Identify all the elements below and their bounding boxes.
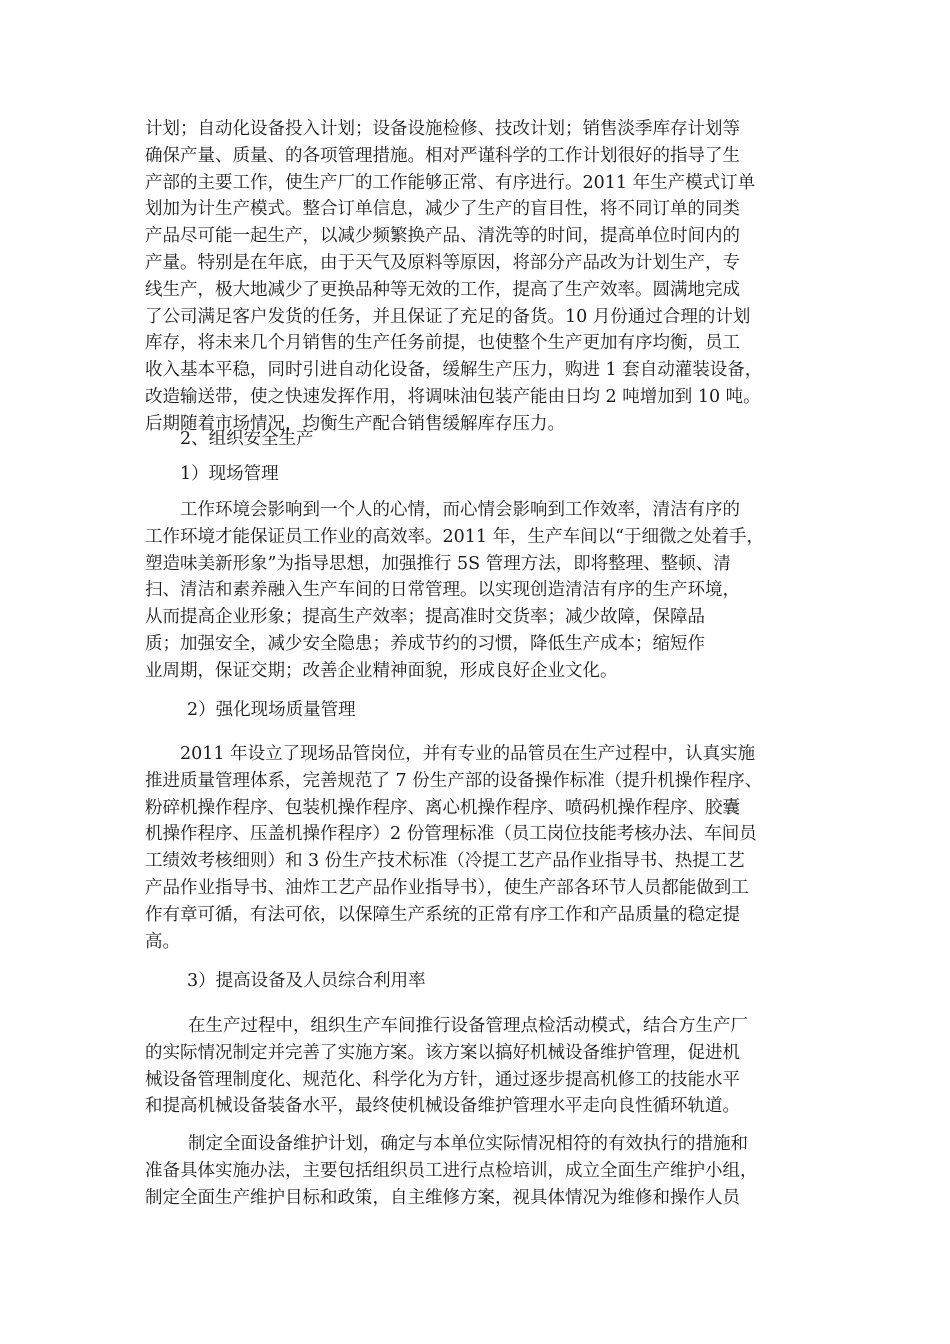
paragraph-line: 在生产过程中，组织生产车间推行设备管理点检活动模式，结合方生产厂: [188, 1016, 748, 1036]
paragraph-line: 产品尽可能一起生产，以减少频繁换产品、清洗等的时间，提高单位时间内的: [145, 226, 740, 247]
paragraph-equipment-inspection: [145, 1013, 815, 1120]
paragraph-line: 2011 年设立了现场品管岗位，并有专业的品管员在生产过程中，认真实施: [180, 744, 756, 764]
paragraph-quality-management: [145, 741, 815, 955]
paragraph-line: 确保产量、质量、的各项管理措施。相对严谨科学的工作计划很好的指导了生: [145, 145, 740, 166]
subsection-heading: 1）现场管理: [180, 464, 279, 484]
paragraph-line: 械设备管理制度化、规范化、科学化为方针，通过逐步提高机修工的技能水平: [145, 1069, 740, 1090]
paragraph-line: 线生产，极大地减少了更换品种等无效的工作，提高了生产效率。圆满地完成: [145, 279, 740, 300]
paragraph-line: 计划；自动化设备投入计划；设备设施检修、技改计划；销售淡季库存计划等: [145, 119, 740, 139]
paragraph-line: 和提高机械设备装备水平，最终使机械设备维护管理水平走向良性循环轨道。: [145, 1096, 740, 1117]
paragraph-line: 质；加强安全，减少安全隐患；养成节约的习惯，降低生产成本；缩短作: [145, 633, 705, 654]
paragraph-line: 塑造味美新形象”为指导思想，加强推行 5S 管理方法，即将整理、整顿、清: [145, 553, 731, 574]
paragraph-line: 作有章可循，有法可依，以保障生产系统的正常有序工作和产品质量的稳定提: [145, 904, 740, 925]
section-heading: 2、组织安全生产: [180, 429, 314, 449]
paragraph-line: 产部的主要工作，使生产厂的工作能够正常、有序进行。2011 年生产模式订单: [145, 172, 756, 193]
paragraph-site-management: [145, 497, 815, 685]
paragraph-line: 从而提高企业形象；提高生产效率；提高准时交货率；减少故障，保障品: [145, 607, 705, 628]
paragraph-line: 制定全面设备维护计划，确定与本单位实际情况相符的有效执行的措施和: [188, 1134, 748, 1154]
paragraph-line: 扫、清洁和素养融入生产车间的日常管理。以实现创造清洁有序的生产环境，: [145, 580, 740, 601]
paragraph-line: 推进质量管理体系，完善规范了 7 份生产部的设备操作标准（提升机操作程序、: [145, 770, 763, 791]
paragraph-line: 了公司满足客户发货的任务，并且保证了充足的备货。10 月份通过合理的计划: [145, 306, 751, 327]
paragraph-line: 改造输送带，使之快速发挥作用，将调味油包装产能由日均 2 吨增加到 10 吨。: [145, 386, 761, 407]
paragraph-line: 划加为计生产模式。整合订单信息，减少了生产的盲目性，将不同订单的同类: [145, 199, 740, 220]
paragraph-line: 高。: [145, 931, 180, 952]
paragraph-line: 准备具体实施办法，主要包括组织员工进行点检培训，成立全面生产维护小组，: [145, 1160, 758, 1181]
paragraph-line: 收入基本平稳，同时引进自动化设备，缓解生产压力，购进 1 套自动灌装设备，: [145, 360, 763, 381]
paragraph-maintenance-plan: [145, 1131, 815, 1211]
paragraph-production-planning: [145, 116, 815, 438]
paragraph-line: 产量。特别是在年底，由于天气及原料等原因，将部分产品改为计划生产，专: [145, 252, 740, 273]
subsection-heading: 2）强化现场质量管理: [187, 700, 356, 720]
paragraph-line: 库存，将未来几个月销售的生产任务前提，也使整个生产更加有序均衡，员工: [145, 333, 740, 354]
paragraph-line: 机操作程序、压盖机操作程序）2 份管理标准（员工岗位技能考核办法、车间员: [145, 824, 757, 845]
paragraph-line: 业周期，保证交期；改善企业精神面貌，形成良好企业文化。: [145, 660, 618, 681]
paragraph-line: 后期随着市场情况，均衡生产配合销售缓解库存压力。: [145, 413, 565, 434]
paragraph-line: 工绩效考核细则）和 3 份生产技术标准（冷提工艺产品作业指导书、热提工艺: [145, 851, 745, 872]
subsection-heading: 3）提高设备及人员综合利用率: [187, 971, 426, 991]
paragraph-line: 工作环境会影响到一个人的心情，而心情会影响到工作效率，清洁有序的: [180, 500, 740, 520]
paragraph-line: 的实际情况制定并完善了实施方案。该方案以搞好机械设备维护管理，促进机: [145, 1042, 740, 1063]
paragraph-line: 制定全面生产维护目标和政策，自主维修方案，视具体情况为维修和操作人员: [145, 1187, 740, 1208]
paragraph-line: 产品作业指导书、油炸工艺产品作业指导书），使生产部各环节人员都能做到工: [145, 877, 749, 898]
paragraph-line: 粉碎机操作程序、包装机操作程序、离心机操作程序、喷码机操作程序、胶囊: [145, 797, 740, 818]
paragraph-line: 工作环境才能保证员工作业的高效率。2011 年，生产车间以“于细微之处着手，: [145, 526, 765, 547]
